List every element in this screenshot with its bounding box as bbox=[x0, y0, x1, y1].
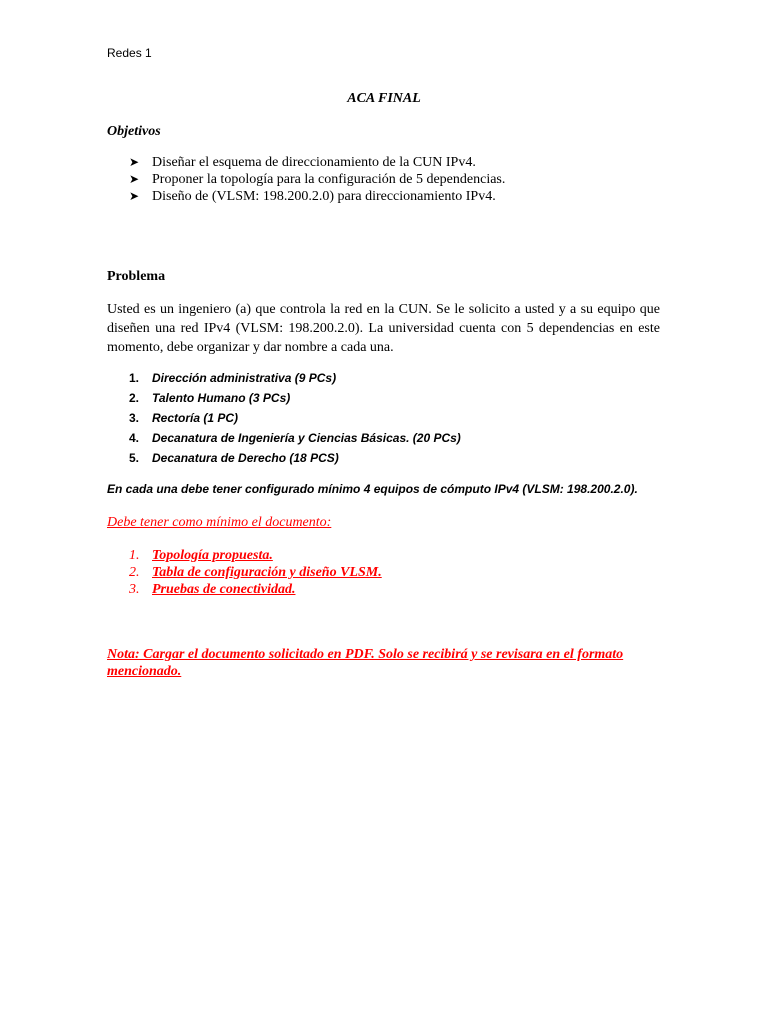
list-number: 1. bbox=[129, 371, 140, 385]
list-number: 5. bbox=[129, 451, 140, 465]
list-item bbox=[107, 408, 461, 428]
arrow-bullet-icon: ➤ bbox=[129, 172, 140, 186]
page-title: ACA FINAL bbox=[347, 91, 421, 106]
list-number: 3. bbox=[129, 582, 140, 597]
dependencia-text: Talento Humano (3 PCs) bbox=[152, 391, 291, 405]
list-item bbox=[107, 154, 667, 171]
requisito-text: Tabla de configuración y diseño VLSM. bbox=[152, 565, 382, 580]
list-item bbox=[107, 171, 667, 188]
list-item bbox=[107, 547, 382, 564]
list-number: 2. bbox=[129, 565, 140, 580]
requisito-text: Pruebas de conectividad. bbox=[152, 582, 296, 597]
list-number: 1. bbox=[129, 548, 140, 563]
objetivos-list bbox=[107, 154, 667, 205]
objetivos-heading: Objetivos bbox=[107, 124, 161, 139]
problema-paragraph: Usted es un ingeniero (a) que controla la red en la CUN. Se le solicito a usted y a su equipo que diseñen una red IPv4 (VLSM: 198.200.2.0). La universidad cuenta con 5 dependencias en este momento, debe organizar y dar nombre a cada una. bbox=[107, 302, 660, 355]
requisito-text: Topología propuesta. bbox=[152, 548, 273, 563]
dependencia-text: Dirección administrativa (9 PCs) bbox=[152, 371, 337, 385]
list-number: 4. bbox=[129, 431, 140, 445]
list-item bbox=[107, 368, 461, 388]
list-item bbox=[107, 564, 382, 581]
requisitos-heading: Debe tener como mínimo el documento: bbox=[107, 515, 332, 530]
list-number: 3. bbox=[129, 411, 140, 425]
objetivo-text: Proponer la topología para la configuración de 5 dependencias. bbox=[152, 172, 506, 187]
objetivo-text: Diseñar el esquema de direccionamiento de la CUN IPv4. bbox=[152, 155, 476, 170]
list-item bbox=[107, 581, 382, 598]
list-item bbox=[107, 448, 461, 468]
dependencia-text: Decanatura de Ingeniería y Ciencias Básicas. (20 PCs) bbox=[152, 431, 461, 445]
requisitos-list bbox=[107, 547, 382, 598]
dependencias-list bbox=[107, 368, 461, 468]
list-number: 2. bbox=[129, 391, 140, 405]
requirement-note: En cada una debe tener configurado mínimo 4 equipos de cómputo IPv4 (VLSM: 198.200.2.0). bbox=[107, 482, 638, 496]
list-item bbox=[107, 428, 461, 448]
list-item bbox=[107, 188, 667, 205]
page-header: Redes 1 bbox=[107, 46, 152, 60]
arrow-bullet-icon: ➤ bbox=[129, 155, 140, 169]
objetivo-text: Diseño de (VLSM: 198.200.2.0) para direccionamiento IPv4. bbox=[152, 189, 496, 204]
nota-text: Nota: Cargar el documento solicitado en PDF. Solo se recibirá y se revisara en el formato mencionado. bbox=[107, 647, 624, 679]
arrow-bullet-icon: ➤ bbox=[129, 189, 140, 203]
problema-heading: Problema bbox=[107, 269, 166, 284]
list-item bbox=[107, 388, 461, 408]
dependencia-text: Rectoría (1 PC) bbox=[152, 411, 239, 425]
dependencia-text: Decanatura de Derecho (18 PCS) bbox=[152, 451, 339, 465]
